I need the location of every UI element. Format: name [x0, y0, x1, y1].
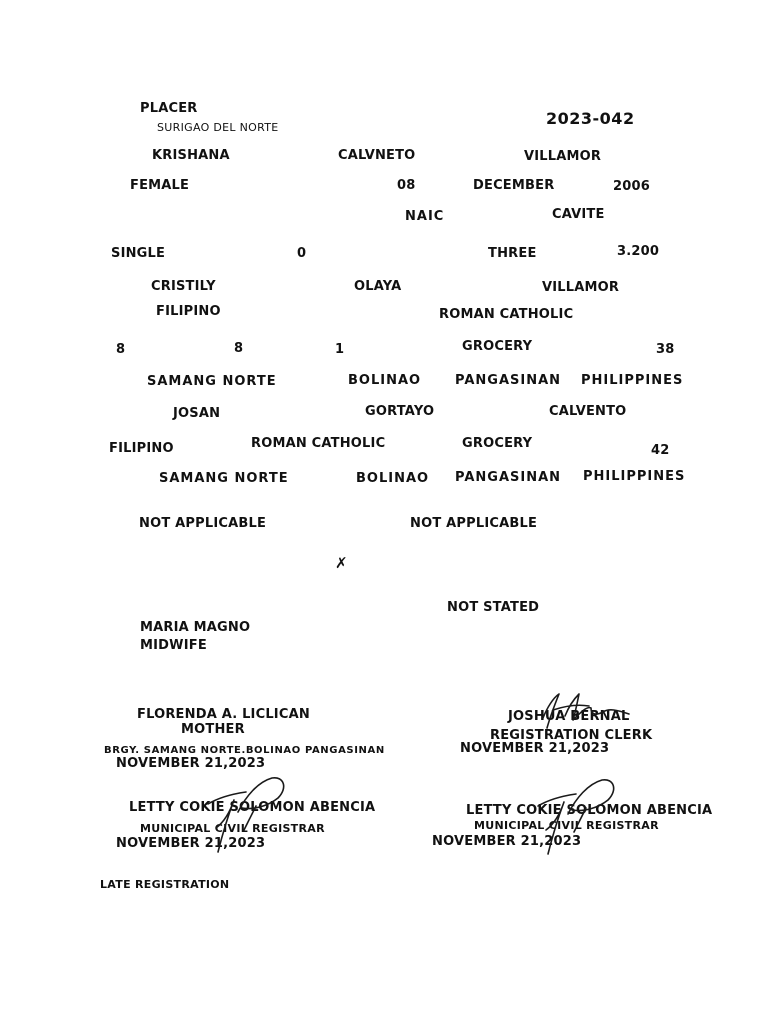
informant-address: BRGY. SAMANG NORTE.BOLINAO PANGASINAN: [104, 745, 385, 756]
birth-month: DECEMBER: [473, 178, 555, 193]
multiple-birth-order: 0: [297, 246, 307, 261]
birth-year: 2006: [613, 179, 650, 194]
province-value: SURIGAO DEL NORTE: [157, 121, 279, 134]
mother-residence-city: BOLINAO: [348, 373, 422, 388]
attendant-other: NOT STATED: [447, 600, 540, 615]
mother-middle-name: OLAYA: [354, 279, 402, 294]
certifier-date: NOVEMBER 21,2023: [116, 836, 266, 851]
mother-citizenship: FILIPINO: [156, 304, 221, 319]
child-sex: FEMALE: [130, 178, 190, 193]
marriage-date: NOT APPLICABLE: [139, 516, 267, 531]
attendant-check-mark: ✗: [335, 554, 348, 572]
preparer-name: JOSHUA BERNAL: [508, 709, 630, 724]
municipality-value: PLACER: [140, 101, 198, 116]
mother-last-name: VILLAMOR: [542, 280, 620, 295]
father-middle-name: GORTAYO: [365, 404, 435, 419]
preparer-date: NOVEMBER 21,2023: [460, 741, 610, 756]
father-religion: ROMAN CATHOLIC: [251, 436, 386, 451]
birth-type: SINGLE: [111, 246, 166, 261]
children-dead: 1: [335, 342, 345, 357]
remarks-value: LATE REGISTRATION: [100, 878, 230, 891]
informant-name: FLORENDA A. LICLICAN: [137, 707, 310, 722]
father-residence-barangay: SAMANG NORTE: [159, 471, 289, 486]
father-last-name: CALVENTO: [549, 404, 627, 419]
father-age: 42: [651, 443, 670, 458]
attendant-title: MIDWIFE: [140, 638, 207, 653]
children-born-alive: 8: [116, 342, 126, 357]
receiver-name: LETTY COKIE SOLOMON ABENCIA: [466, 803, 713, 818]
mother-first-name: CRISTILY: [151, 279, 216, 294]
birth-province: CAVITE: [552, 207, 605, 222]
mother-age: 38: [656, 342, 675, 357]
birth-city: NAIC: [405, 209, 445, 224]
attendant-name: MARIA MAGNO: [140, 620, 251, 635]
father-citizenship: FILIPINO: [109, 441, 174, 456]
receiver-date: NOVEMBER 21,2023: [432, 834, 582, 849]
child-middle-name: CALVNETO: [338, 148, 416, 163]
father-residence-city: BOLINAO: [356, 471, 430, 486]
father-residence-country: PHILIPPINES: [583, 469, 686, 484]
preparer-title: REGISTRATION CLERK: [490, 728, 653, 743]
father-occupation: GROCERY: [462, 436, 533, 451]
mother-religion: ROMAN CATHOLIC: [439, 307, 574, 322]
mother-residence-country: PHILIPPINES: [581, 373, 684, 388]
mother-residence-barangay: SAMANG NORTE: [147, 374, 277, 389]
birth-weight: 3.200: [617, 244, 660, 259]
birth-order: THREE: [488, 246, 537, 261]
child-first-name: KRISHANA: [152, 148, 230, 163]
father-residence-province: PANGASINAN: [455, 470, 562, 485]
informant-date: NOVEMBER 21,2023: [116, 756, 266, 771]
child-last-name: VILLAMOR: [524, 149, 602, 164]
marriage-place: NOT APPLICABLE: [410, 516, 538, 531]
mother-occupation: GROCERY: [462, 339, 533, 354]
birth-day: 08: [397, 178, 416, 193]
certifier-name: LETTY COKIE SOLOMON ABENCIA: [129, 800, 376, 815]
mother-residence-province: PANGASINAN: [455, 373, 562, 388]
certifier-title: MUNICIPAL CIVIL REGISTRAR: [140, 822, 325, 835]
father-first-name: JOSAN: [173, 406, 221, 421]
receiver-title: MUNICIPAL CIVIL REGISTRAR: [474, 819, 659, 832]
children-living: 8: [234, 341, 244, 356]
informant-relationship: MOTHER: [181, 722, 245, 737]
registry-number: 2023-042: [546, 109, 635, 128]
